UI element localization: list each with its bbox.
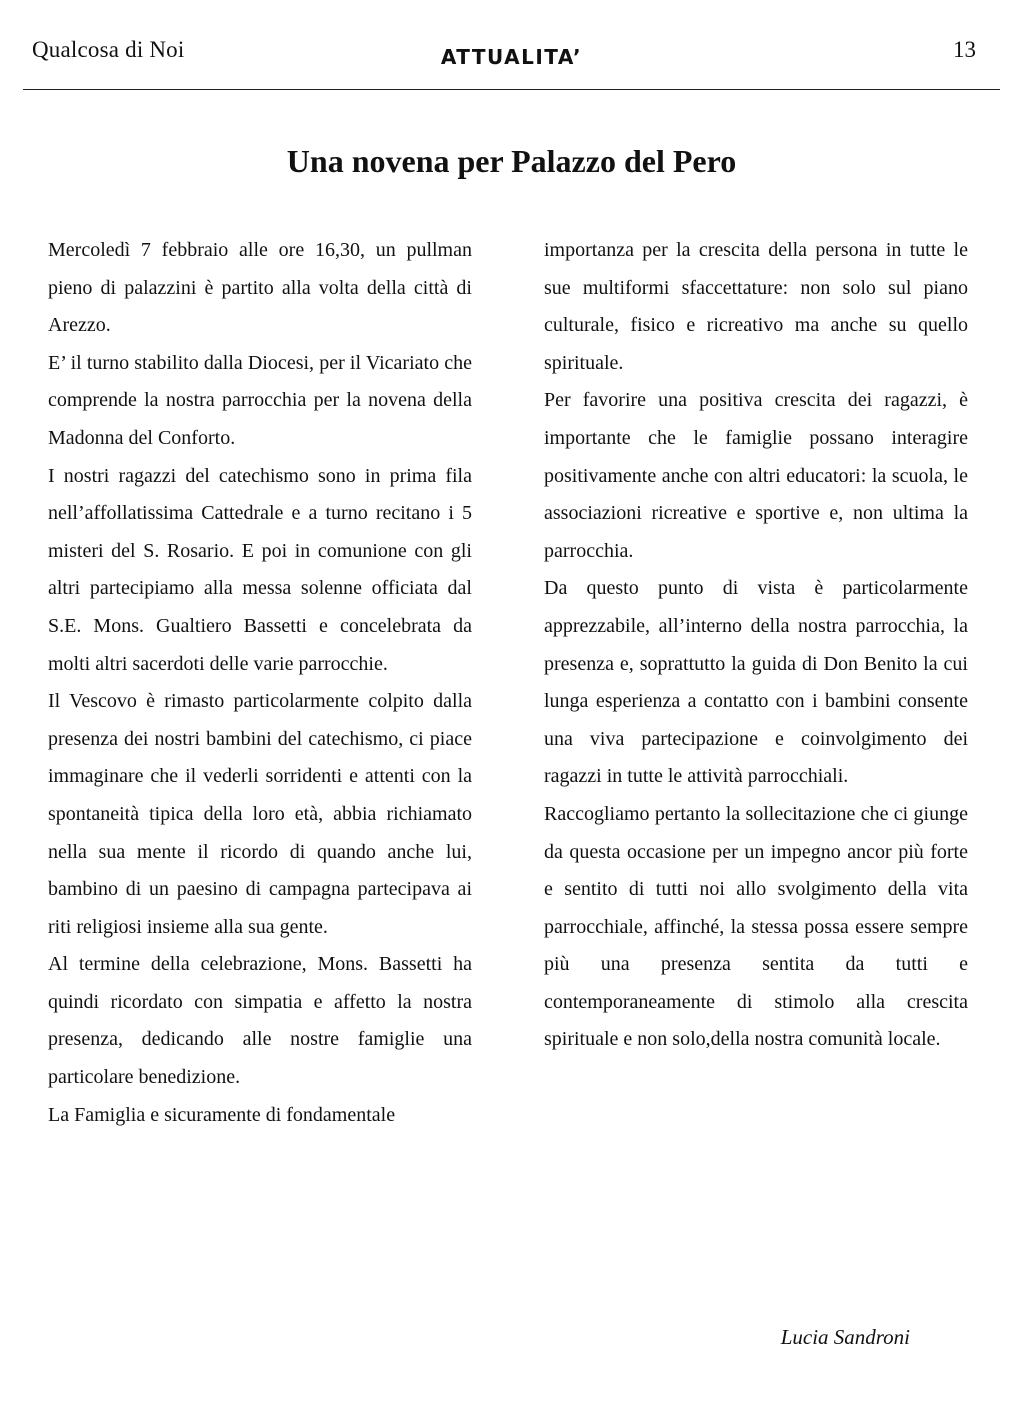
paragraph: Da questo punto di vista è particolarmente apprezzabile, all’interno della nostra parrocchia, la presenza e, soprattutto la guida di Don Benito la cui lunga esperienza a contatto con i bambini consente una viva partecipazione e coinvolgimento dei ragazzi in tutte le attività parrocchiali.	[544, 577, 968, 788]
page-number: 13	[953, 37, 976, 62]
paragraph: La Famiglia e sicuramente di fondamentale	[48, 1103, 396, 1126]
page-header	[23, 0, 1000, 90]
section-title: ATTUALITA’	[440, 45, 583, 69]
left-column	[48, 232, 472, 1134]
paragraph: I nostri ragazzi del catechismo sono in prima fila nell’affollatissima Cattedrale e a turno recitano i 5 misteri del S. Rosario. E poi in comunione con gli altri partecipiamo alla messa solenne officiata dal S.E. Mons. Gualtiero Bassetti e concelebrata da molti altri sacerdoti delle varie parrocchie.	[48, 464, 472, 675]
paragraph: E’ il turno stabilito dalla Diocesi, per il Vicariato che comprende la nostra parrocchia per la novena della Madonna del Conforto.	[48, 351, 472, 449]
publication-name: Qualcosa di Noi	[32, 37, 185, 62]
paragraph: Il Vescovo è rimasto particolarmente colpito dalla presenza dei nostri bambini del catechismo, ci piace immaginare che il vederli sorridenti e attenti con la spontaneità tipica della loro età, abbia richiamato nella sua mente il ricordo di quando anche lui, bambino di un paesino di campagna partecipava ai riti religiosi insieme alla sua gente.	[48, 690, 472, 938]
article-title: Una novena per Palazzo del Pero	[286, 143, 737, 179]
paragraph: Raccogliamo pertanto la sollecitazione che ci giunge da questa occasione per un impegno ancor più forte e sentito di tutti noi allo svolgimento della vita parrocchiale, affinché, la stessa possa essere sempre più una presenza sentita da tutti e contemporaneamente di stimolo alla crescita spirituale e non solo,della nostra comunità locale.	[544, 802, 968, 1051]
paragraph: Al termine della celebrazione, Mons. Bassetti ha quindi ricordato con simpatia e affetto la nostra presenza, dedicando alle nostre famiglie una particolare benedizione.	[48, 953, 472, 1089]
paragraph: Per favorire una positiva crescita dei ragazzi, è importante che le famiglie possano interagire positivamente anche con altri educatori: la scuola, le associazioni ricreative e sportive e, non ultima la parrocchia.	[544, 389, 968, 562]
paragraph: importanza per la crescita della persona in tutte le sue multiformi sfaccettature: non solo sul piano culturale, fisico e ricreativo ma anche su quello spirituale.	[544, 239, 968, 374]
author-signature: Lucia Sandroni	[780, 1325, 910, 1349]
right-column	[544, 232, 968, 1059]
paragraph: Mercoledì 7 febbraio alle ore 16,30, un pullman pieno di palazzini è partito alla volta della città di Arezzo.	[48, 239, 472, 337]
